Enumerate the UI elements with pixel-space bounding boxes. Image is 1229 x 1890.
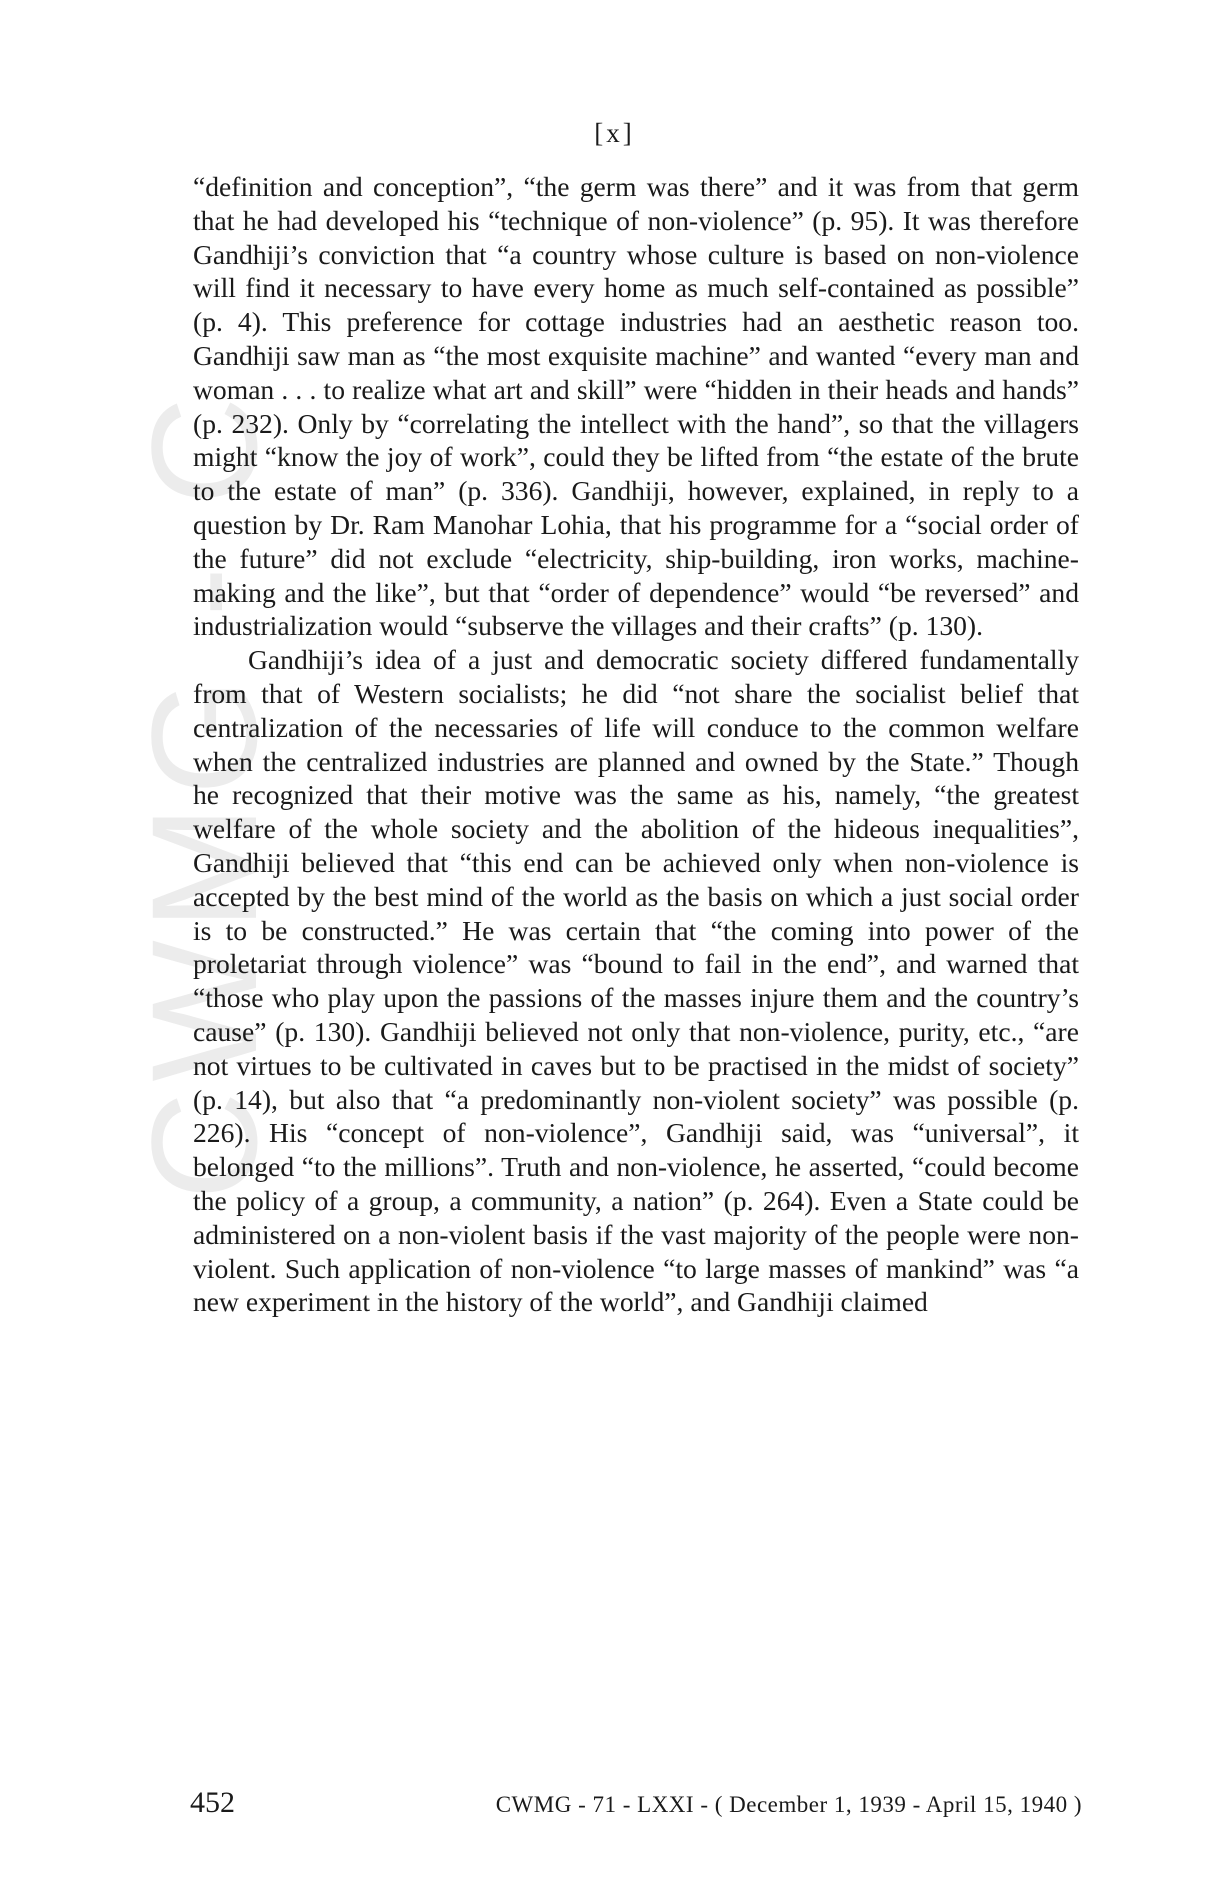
paragraph-2: Gandhiji’s idea of a just and democratic society differed fundamentally from that of Western socialists; he did “not share the socialist belief that centralization of the necessaries of life will conduce to the common welfare when the centralized industries are planned and owned by the State.” Though he recognized that their motive was the same as his, namely, “the greatest welfare of the whole society and the abolition of the hideous inequalities”, Gandhiji believed that “this end can be achieved only when non-violence is accepted by the best mind of the world as the basis on which a just social order is to be constructed.” He was certain that “the coming into power of the proletariat through violence” was “bound to fail in the end”, and warned that “those who play upon the passions of the masses injure them and the country’s cause” (p. 130). Gandhiji believed not only that non-violence, purity, etc., “are not virtues to be cultivated in caves but to be practised in the midst of society” (p. 14), but also that “a predominantly non-violent society” was possible (p. 226). His “concept of non-violence”, Gandhiji said, was “universal”, it belonged “to the millions”. Truth and non-violence, he asserted, “could become the policy of a group, a community, a nation” (p. 264). Even a State could be administered on a non-violent basis if the vast majority of the people were non-violent. Such application of non-violence “to large masses of mankind” was “a new experiment in the history of the world”, and Gandhiji claimed [193,644,1079,1318]
source-citation: CWMG - 71 - LXXI - ( December 1, 1939 - April 15, 1940 ) [495,1792,1082,1817]
body-text [193,170,1079,1319]
page-number: 452 [190,1786,235,1819]
paragraph-1: “definition and conception”, “the germ was there” and it was from that germ that he had developed his “technique of non-violence” (p. 95). It was therefore Gandhiji’s conviction that “a country whose culture is based on non-violence will find it necessary to have every home as much self-contained as possible” (p. 4). This preference for cottage industries had an aesthetic reason too. Gandhiji saw man as “the most exquisite machine” and wanted “every man and woman . . . to realize what art and skill” were “hidden in their heads and hands” (p. 232). Only by “correlating the intellect with the hand”, so that the villagers might “know the joy of work”, could they be lifted from “the estate of the brute to the estate of man” (p. 336). Gandhiji, however, explained, in reply to a question by Dr. Ram Manohar Lohia, that his programme for a “social order of the future” did not exclude “electricity, ship-building, iron works, machine-making and the like”, but that “order of dependence” would “be reversed” and industrialization would “subserve the villages and their crafts” (p. 130). [193,171,1079,642]
page-footer [190,1786,1082,1820]
watermark: CWMG - C [120,386,288,1200]
page-marker: [x] [594,118,635,148]
